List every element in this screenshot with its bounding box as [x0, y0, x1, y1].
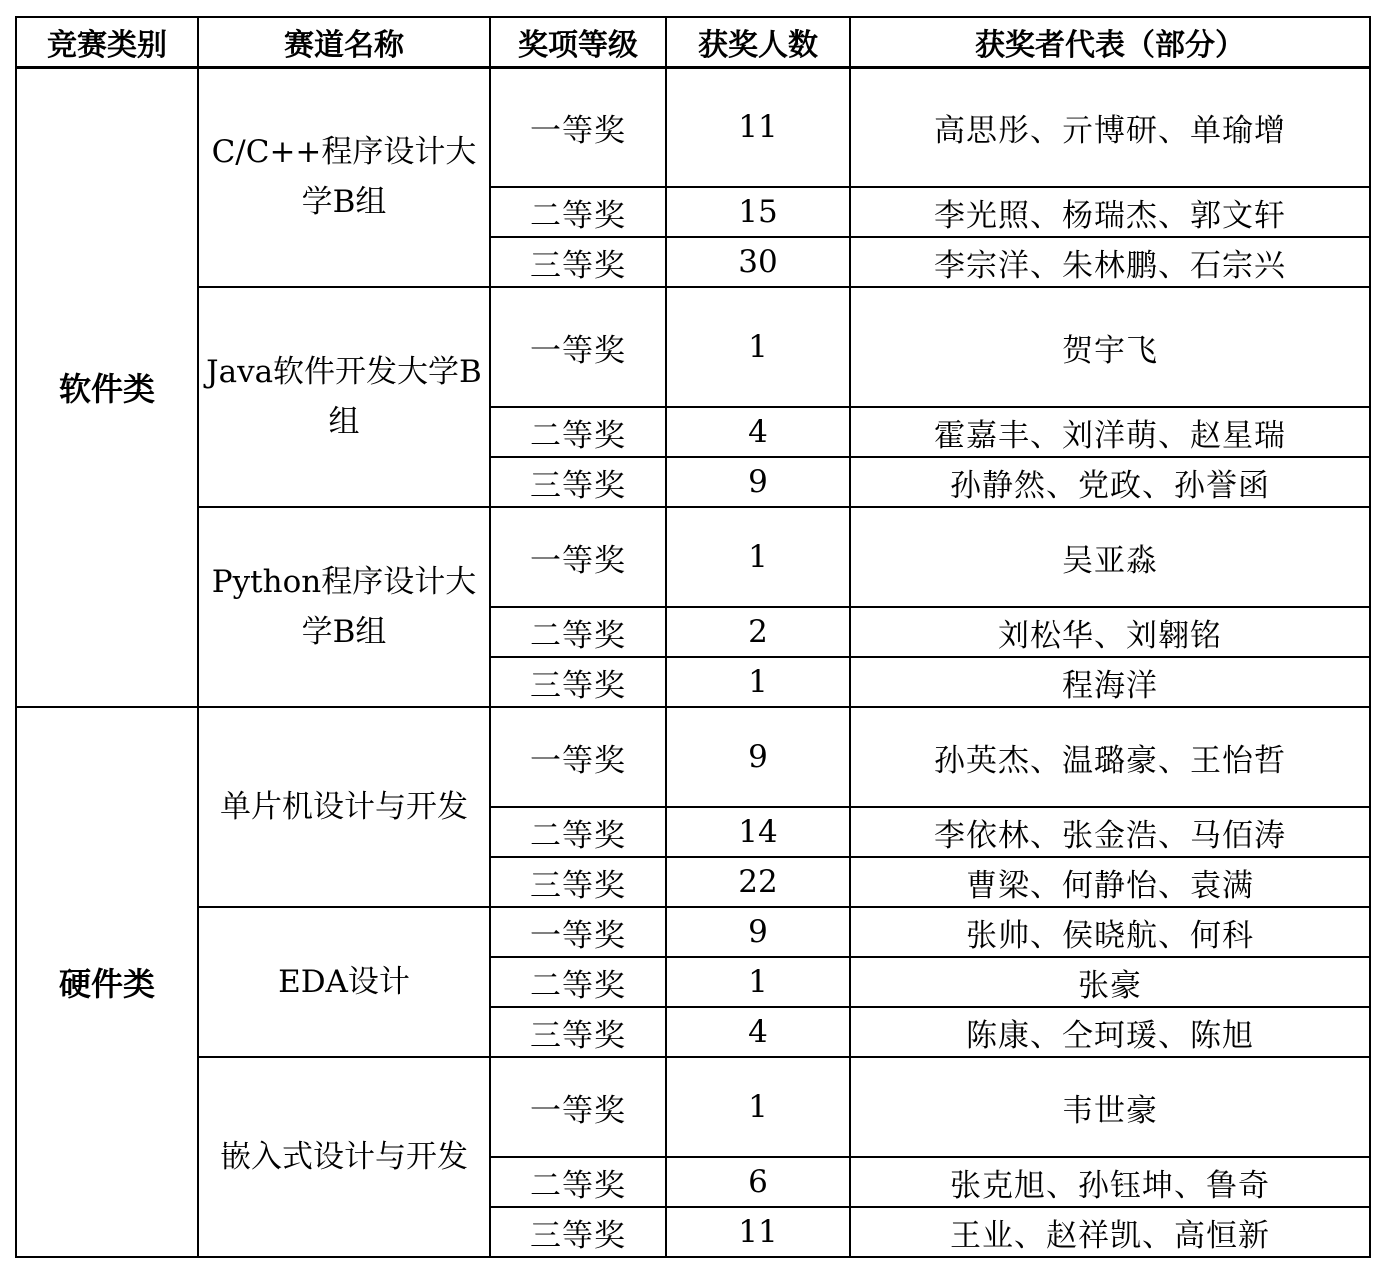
header-count: 获奖人数: [666, 17, 850, 67]
award-level-cell: 二等奖: [490, 187, 666, 237]
award-count-cell: 1: [666, 957, 850, 1007]
winners-cell: 韦世豪: [850, 1057, 1370, 1157]
award-level-cell: 一等奖: [490, 287, 666, 407]
award-count-cell: 9: [666, 457, 850, 507]
table-row: [16, 707, 1370, 807]
track-cell: Java软件开发大学B组: [198, 287, 490, 507]
award-count-cell: 15: [666, 187, 850, 237]
table-row: [16, 507, 1370, 607]
award-count-cell: 6: [666, 1157, 850, 1207]
award-count-cell: 22: [666, 857, 850, 907]
winners-cell: 张帅、侯晓航、何科: [850, 907, 1370, 957]
award-count-cell: 30: [666, 237, 850, 287]
winners-cell: 吴亚淼: [850, 507, 1370, 607]
winners-cell: 高思彤、亓博研、单瑜增: [850, 67, 1370, 187]
header-row: [16, 17, 1370, 67]
award-level-cell: 三等奖: [490, 457, 666, 507]
track-cell: 嵌入式设计与开发: [198, 1057, 490, 1257]
winners-cell: 程海洋: [850, 657, 1370, 707]
table-row: [16, 67, 1370, 187]
winners-cell: 李依林、张金浩、马佰涛: [850, 807, 1370, 857]
award-level-cell: 三等奖: [490, 857, 666, 907]
winners-cell: 贺宇飞: [850, 287, 1370, 407]
winners-cell: 李光照、杨瑞杰、郭文轩: [850, 187, 1370, 237]
award-count-cell: 1: [666, 1057, 850, 1157]
winners-cell: 孙静然、党政、孙誉函: [850, 457, 1370, 507]
winners-cell: 孙英杰、温璐豪、王怡哲: [850, 707, 1370, 807]
award-count-cell: 2: [666, 607, 850, 657]
winners-cell: 张克旭、孙钰坤、鲁奇: [850, 1157, 1370, 1207]
award-count-cell: 9: [666, 707, 850, 807]
winners-cell: 霍嘉丰、刘洋萌、赵星瑞: [850, 407, 1370, 457]
award-level-cell: 三等奖: [490, 1007, 666, 1057]
header-winners: 获奖者代表（部分）: [850, 17, 1370, 67]
award-level-cell: 二等奖: [490, 807, 666, 857]
award-count-cell: 1: [666, 287, 850, 407]
winners-cell: 曹梁、何静怡、袁满: [850, 857, 1370, 907]
award-count-cell: 1: [666, 657, 850, 707]
award-level-cell: 二等奖: [490, 957, 666, 1007]
award-count-cell: 14: [666, 807, 850, 857]
track-cell: EDA设计: [198, 907, 490, 1057]
header-category: 竞赛类别: [16, 17, 198, 67]
winners-cell: 李宗洋、朱林鹏、石宗兴: [850, 237, 1370, 287]
winners-cell: 张豪: [850, 957, 1370, 1007]
winners-cell: 王业、赵祥凯、高恒新: [850, 1207, 1370, 1257]
award-count-cell: 11: [666, 67, 850, 187]
award-level-cell: 二等奖: [490, 1157, 666, 1207]
award-count-cell: 9: [666, 907, 850, 957]
winners-cell: 刘松华、刘翱铭: [850, 607, 1370, 657]
award-level-cell: 二等奖: [490, 407, 666, 457]
category-cell: 硬件类: [16, 707, 198, 1257]
award-level-cell: 二等奖: [490, 607, 666, 657]
award-level-cell: 三等奖: [490, 657, 666, 707]
award-count-cell: 11: [666, 1207, 850, 1257]
award-level-cell: 一等奖: [490, 907, 666, 957]
track-cell: C/C++程序设计大学B组: [198, 67, 490, 287]
award-count-cell: 1: [666, 507, 850, 607]
header-level: 奖项等级: [490, 17, 666, 67]
award-table: [15, 16, 1371, 1258]
table-row: [16, 287, 1370, 407]
table-row: [16, 1057, 1370, 1157]
track-cell: Python程序设计大学B组: [198, 507, 490, 707]
award-level-cell: 三等奖: [490, 237, 666, 287]
award-level-cell: 三等奖: [490, 1207, 666, 1257]
award-level-cell: 一等奖: [490, 1057, 666, 1157]
award-count-cell: 4: [666, 1007, 850, 1057]
track-cell: 单片机设计与开发: [198, 707, 490, 907]
award-count-cell: 4: [666, 407, 850, 457]
award-level-cell: 一等奖: [490, 67, 666, 187]
category-cell: 软件类: [16, 67, 198, 707]
award-level-cell: 一等奖: [490, 707, 666, 807]
winners-cell: 陈康、仝珂瑗、陈旭: [850, 1007, 1370, 1057]
table-row: [16, 907, 1370, 957]
award-level-cell: 一等奖: [490, 507, 666, 607]
header-track: 赛道名称: [198, 17, 490, 67]
